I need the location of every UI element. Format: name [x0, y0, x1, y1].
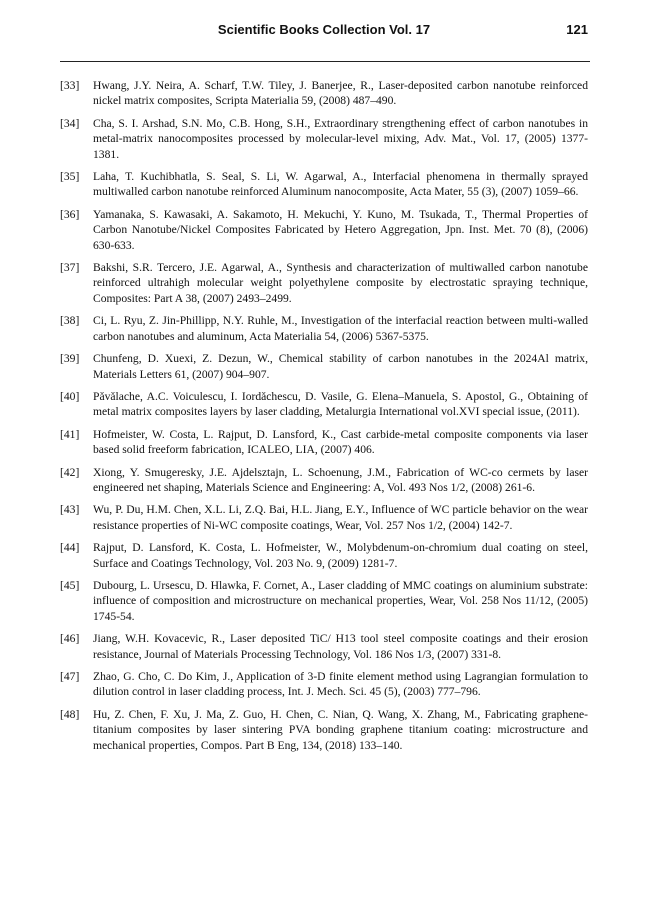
reference-text: Dubourg, L. Ursescu, D. Hlawka, F. Cornet, A., Laser cladding of MMC coatings on aluminium substrate: influence of composition and microstructure on mechanical properties, Wear, Vol. 258 Nos 11/12, (2005) 1745-54. — [93, 578, 588, 623]
reference-text: Xiong, Y. Smugeresky, J.E. Ajdelsztajn, L. Schoenung, J.M., Fabrication of WC-co cermets by laser engineered net shaping, Materials Science and Engineering: A, Vol. 493 Nos 1/2, (2008) 261-6. — [93, 465, 588, 494]
reference-text: Laha, T. Kuchibhatla, S. Seal, S. Li, W. Agarwal, A., Interfacial phenomena in thermally sprayed multiwalled carbon nanotube reinforced Aluminum nanocomposite, Acta Mater, 55 (3), (2007) 1059–66. — [93, 170, 588, 199]
reference-item — [60, 502, 588, 533]
reference-item — [60, 540, 588, 571]
reference-item — [60, 351, 588, 382]
reference-item — [60, 313, 588, 344]
book-title: Scientific Books Collection Vol. 17 — [217, 22, 431, 37]
reference-item — [60, 78, 588, 109]
reference-item — [60, 578, 588, 624]
page-header — [60, 22, 588, 44]
reference-text: Ci, L. Ryu, Z. Jin-Phillipp, N.Y. Ruhle, M., Investigation of the interfacial reaction between multi-walled carbon nanotubes and aluminum, Acta Materialia 54, (2006) 5367-5375. — [93, 314, 588, 343]
reference-number: [44] — [60, 541, 80, 555]
reference-number: [41] — [60, 427, 80, 441]
reference-number: [36] — [60, 207, 80, 221]
reference-text: Wu, P. Du, H.M. Chen, X.L. Li, Z.Q. Bai, H.L. Jiang, E.Y., Influence of WC particle behavior on the wear resistance properties of Ni-WC composite coatings, Wear, Vol. 257 Nos 1/2, (2004) 142-7. — [93, 503, 588, 532]
reference-number: [39] — [60, 352, 80, 366]
reference-number: [35] — [60, 170, 80, 184]
page-number: 121 — [566, 22, 588, 37]
reference-number: [43] — [60, 503, 80, 517]
reference-item — [60, 389, 588, 420]
reference-text: Pǎvǎlache, A.C. Voiculescu, I. Iordǎchescu, D. Vasile, G. Elena–Manuela, S. Apostol, G., Obtaining of metal matrix composites layers by laser cladding, Metalurgia International vol.XVI special issue, (2011). — [93, 389, 588, 419]
reference-number: [46] — [60, 632, 80, 646]
reference-number: [38] — [60, 314, 80, 328]
reference-text: Hwang, J.Y. Neira, A. Scharf, T.W. Tiley, J. Banerjee, R., Laser-deposited carbon nanotube reinforced nickel matrix composites, Scripta Materialia 59, (2008) 487–490. — [93, 79, 588, 108]
reference-number: [34] — [60, 116, 80, 130]
reference-item — [60, 207, 588, 253]
reference-number: [33] — [60, 79, 80, 92]
reference-text: Jiang, W.H. Kovacevic, R., Laser deposited TiC/ H13 tool steel composite coatings and their erosion resistance, Journal of Materials Processing Technology, Vol. 186 Nos 1/3, (2007) 331-8. — [93, 632, 588, 661]
reference-number: [40] — [60, 389, 80, 403]
reference-number: [42] — [60, 465, 80, 479]
reference-item — [60, 631, 588, 662]
reference-text: Chunfeng, D. Xuexi, Z. Dezun, W., Chemical stability of carbon nanotubes in the 2024Al matrix, Materials Letters 61, (2007) 904–907. — [93, 352, 588, 381]
reference-text: Hu, Z. Chen, F. Xu, J. Ma, Z. Guo, H. Chen, C. Nian, Q. Wang, X. Zhang, M., Fabricating graphene-titanium composites by laser sintering PVA bonding graphene titanium coating: microstructure and mechanical properties, Compos. Part B Eng, 134, (2018) 133–140. — [93, 707, 588, 752]
reference-text: Rajput, D. Lansford, K. Costa, L. Hofmeister, W., Molybdenum-on-chromium dual coating on steel, Surface and Coatings Technology, Vol. 203 No. 9, (2009) 1281-7. — [93, 541, 588, 570]
reference-text: Yamanaka, S. Kawasaki, A. Sakamoto, H. Mekuchi, Y. Kuno, M. Tsukada, T., Thermal Properties of Carbon Nanotube/Nickel Composites Fabricated by Hetero Aggregation, Jpn. Inst. Met. 70 (8), (2006) 630-633. — [93, 207, 588, 252]
reference-text: Cha, S. I. Arshad, S.N. Mo, C.B. Hong, S.H., Extraordinary strengthening effect of carbon nanotubes in metal-matrix nanocomposites processed by molecular-level mixing, Adv. Mat., Vol. 17, (2005) 1377-1381. — [93, 116, 588, 161]
reference-item — [60, 427, 588, 458]
reference-text: Bakshi, S.R. Tercero, J.E. Agarwal, A., Synthesis and characterization of multiwalled carbon nanotube reinforced ultrahigh molecular weight polyethylene composite by electrostatic spraying technique, Composites: Part A 38, (2007) 2493–2499. — [93, 261, 588, 305]
reference-item — [60, 465, 588, 496]
reference-number: [48] — [60, 707, 80, 721]
reference-text: Zhao, G. Cho, C. Do Kim, J., Application of 3-D finite element method using Lagrangian formulation to dilution control in laser cladding process, Int. J. Mech. Sci. 45 (5), (2003) 777–796. — [93, 670, 588, 699]
reference-item — [60, 169, 588, 200]
header-divider — [60, 61, 590, 62]
reference-list — [60, 78, 588, 760]
reference-item — [60, 669, 588, 700]
reference-number: [45] — [60, 578, 80, 592]
reference-item — [60, 116, 588, 162]
reference-item — [60, 707, 588, 753]
reference-number: [47] — [60, 670, 80, 683]
reference-text: Hofmeister, W. Costa, L. Rajput, D. Lansford, K., Cast carbide-metal composite components via laser based solid freeform fabrication, ICALEO, LIA, (2007) 406. — [93, 427, 588, 457]
reference-item — [60, 260, 588, 306]
reference-number: [37] — [60, 261, 80, 275]
